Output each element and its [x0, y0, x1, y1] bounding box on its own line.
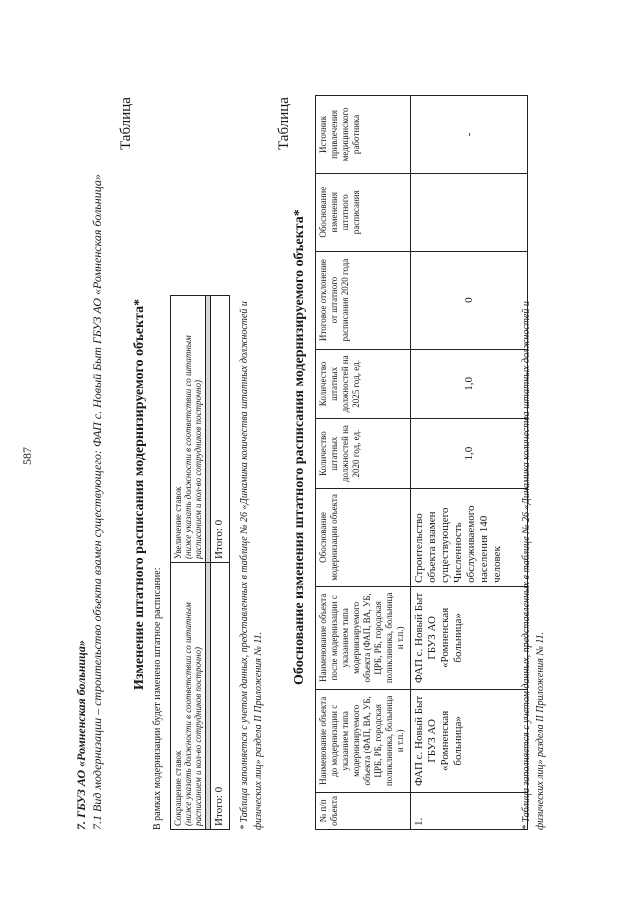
page-number: 587 [20, 447, 34, 465]
cell-num: 1. [411, 792, 528, 829]
col-header-staff-2020: Количество штатных должностей на 2020 год, ед. [316, 419, 411, 489]
cell-deviation: 0 [411, 251, 528, 349]
block1-footnote: * Таблица заполняется с учетом данных, представленных в таблице № 26 «Динамика количества штатных должностей и физических лиц» раздела II Приложения № 11. [239, 301, 264, 830]
col-header-justification: Обоснование модернизации объекта [316, 488, 411, 586]
staff-change-table [170, 295, 230, 830]
increase-label: Увеличение ставок [173, 486, 183, 559]
block2-footnote: * Таблица заполняется с учетом данных, представленных в таблице № 26 «Динамика количества штатных должностей и физических лиц» раздела II Приложения № 11. [521, 301, 546, 830]
section-subtitle: 7.1 Вид модернизации – строительство объекта взамен существующего: ФАП с. Новый Быт ГБУЗ АО «Ромненская больница» [90, 174, 104, 830]
cell-change-reason [411, 173, 528, 251]
total-left: Итого: 0 [211, 563, 230, 830]
cell-staff-2020: 1,0 [411, 419, 528, 489]
col-header-staff-2025: Количество штатных должностей на 2025 год, ед. [316, 349, 411, 419]
table-label-2: Таблица [276, 97, 292, 150]
col-header-deviation: Итоговое отклонение от штатного расписания 2020 года [316, 251, 411, 349]
block2-title: Обоснование изменения штатного расписания модернизируемого объекта* [292, 209, 307, 685]
total-right: Итого: 0 [211, 296, 230, 563]
increase-hint: (ниже указать должности в соответствии со штатным расписанием и кол-во сотрудников построчно) [183, 335, 203, 559]
cell-justification: Строительство объекта взамен существующего Численность обслуживаемого населения 140 человек [411, 488, 528, 586]
reduction-cell [171, 563, 206, 830]
cell-source: - [411, 96, 528, 174]
col-header-after: Наименование объекта после модернизации с указанием типа модернизируемого объекта (ФАП, ВА, УБ, ЦРБ, РБ, городская поликлиника, больница и т.п.) [316, 586, 411, 689]
block1-intro: В рамках модернизации будет изменено штатное расписание: [152, 567, 163, 830]
col-header-change-reason: Обоснование изменения штатного расписания [316, 173, 411, 251]
cell-staff-2025: 1,0 [411, 349, 528, 419]
justification-table [315, 95, 528, 830]
reduction-label: Сокращение ставок [173, 750, 183, 826]
block1-title: Изменение штатного расписания модернизируемого объекта* [132, 298, 147, 690]
col-header-before: Наименование объекта до модернизации с указанием типа модернизируемого объекта (ФАП, ВА, УБ, ЦРБ, РБ, городская поликлиника, больница и т.п.) [316, 689, 411, 792]
reduction-hint: (ниже указать должности в соответствии со штатным расписанием и кол-во сотрудников построчно) [183, 602, 203, 826]
cell-after: ФАП с. Новый Быт ГБУЗ АО «Ромненская больница» [411, 586, 528, 689]
section-title: 7. ГБУЗ АО «Ромненская больница» [74, 640, 88, 830]
table-label-1: Таблица [118, 97, 134, 150]
col-header-source: Источник привлечения медицинского работника [316, 96, 411, 174]
increase-cell [171, 296, 206, 563]
table-row [411, 96, 528, 830]
col-header-num: № п/п объекта [316, 792, 411, 829]
cell-before: ФАП с. Новый Быт ГБУЗ АО «Ромненская больница» [411, 689, 528, 792]
